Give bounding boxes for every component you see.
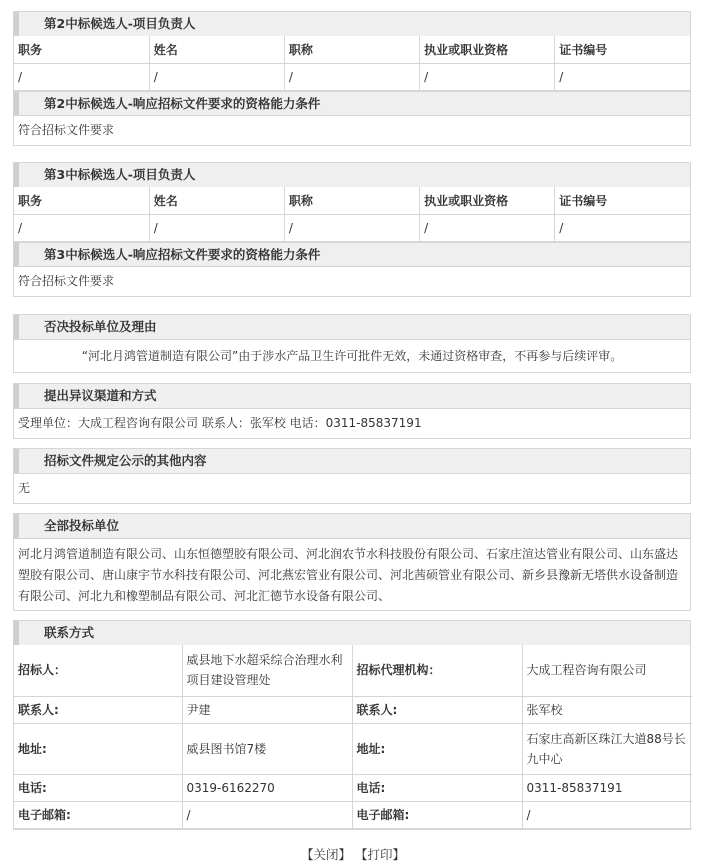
- contact-label-email: 电子邮箱:: [14, 801, 182, 828]
- col-header-position: 职务: [14, 187, 149, 214]
- footer-actions: [0, 845, 706, 863]
- rejected-title: 否决投标单位及理由: [14, 315, 690, 339]
- contact-value-person: 尹建: [182, 696, 352, 723]
- contact-label-tenderer: 招标人：: [14, 645, 182, 696]
- contact-section: [13, 620, 691, 830]
- close-button[interactable]: 【关闭】: [300, 847, 351, 862]
- candidate2-leader-title: 第2中标候选人-项目负责人: [14, 12, 690, 36]
- table-cell: /: [284, 63, 419, 90]
- table-cell: /: [555, 214, 690, 241]
- contact-label-agency-address: 地址:: [352, 723, 522, 774]
- other-content-title: 招标文件规定公示的其他内容: [14, 449, 690, 473]
- col-header-name: 姓名: [149, 36, 284, 63]
- contact-value-agency-email: /: [522, 801, 692, 828]
- table-cell: /: [555, 63, 690, 90]
- table-cell: /: [14, 63, 149, 90]
- candidate2-qual-text: 符合招标文件要求: [14, 115, 690, 145]
- other-content-text: 无: [14, 473, 690, 503]
- col-header-name: 姓名: [149, 187, 284, 214]
- print-button[interactable]: 【打印】: [354, 847, 405, 862]
- contact-table: [14, 645, 692, 829]
- rejected-text: “河北月鸿管道制造有限公司”由于涉水产品卫生许可批件无效，未通过资格审查，不再参与后续评审。: [14, 339, 690, 372]
- col-header-certificate: 证书编号: [555, 187, 690, 214]
- contact-value-agency-address: 石家庄高新区珠江大道88号长九中心: [522, 723, 692, 774]
- all-bidders-title: 全部投标单位: [14, 514, 690, 538]
- contact-value-tenderer: 威县地下水超采综合治理水利项目建设管理处: [182, 645, 352, 696]
- table-cell: /: [149, 63, 284, 90]
- contact-value-address: 威县图书馆7楼: [182, 723, 352, 774]
- table-cell: /: [149, 214, 284, 241]
- rejected-section: [13, 314, 691, 373]
- contact-label-agency-phone: 电话:: [352, 774, 522, 801]
- contact-value-agency: 大成工程咨询有限公司: [522, 645, 692, 696]
- col-header-position: 职务: [14, 36, 149, 63]
- contact-label-agency: 招标代理机构：: [352, 645, 522, 696]
- contact-value-email: /: [182, 801, 352, 828]
- candidate3-qual-title: 第3中标候选人-响应招标文件要求的资格能力条件: [14, 242, 690, 266]
- candidate2-qual-title: 第2中标候选人-响应招标文件要求的资格能力条件: [14, 91, 690, 115]
- candidate3-section: [13, 162, 691, 297]
- table-cell: /: [284, 214, 419, 241]
- contact-label-phone: 电话:: [14, 774, 182, 801]
- contact-value-phone: 0319-6162270: [182, 774, 352, 801]
- candidate2-leader-table: [14, 36, 690, 91]
- col-header-qualification: 执业或职业资格: [420, 36, 555, 63]
- all-bidders-section: [13, 513, 691, 611]
- objection-section: [13, 383, 691, 439]
- contact-label-address: 地址:: [14, 723, 182, 774]
- contact-label-person: 联系人:: [14, 696, 182, 723]
- contact-title: 联系方式: [14, 621, 690, 645]
- objection-title: 提出异议渠道和方式: [14, 384, 690, 408]
- other-content-section: [13, 448, 691, 504]
- objection-text: 受理单位：大成工程咨询有限公司 联系人：张军校 电话：0311-85837191: [14, 408, 690, 438]
- table-cell: /: [14, 214, 149, 241]
- table-cell: /: [420, 214, 555, 241]
- col-header-title: 职称: [284, 187, 419, 214]
- all-bidders-text: 河北月鸿管道制造有限公司、山东恒德塑胶有限公司、河北润农节水科技股份有限公司、石家庄渲达管业有限公司、山东盛达塑胶有限公司、唐山康宇节水科技有限公司、河北燕宏管业有限公司、河北茜硕管业有限公司、新乡县豫新无塔供水设备制造有限公司、河北九和橡塑制品有限公司、河北汇德节水设备有限公司、: [14, 538, 690, 610]
- col-header-qualification: 执业或职业资格: [420, 187, 555, 214]
- candidate3-leader-table: [14, 187, 690, 242]
- contact-label-agency-email: 电子邮箱:: [352, 801, 522, 828]
- table-cell: /: [420, 63, 555, 90]
- candidate3-leader-title: 第3中标候选人-项目负责人: [14, 163, 690, 187]
- candidate2-section: [13, 11, 691, 146]
- contact-label-agency-person: 联系人:: [352, 696, 522, 723]
- col-header-certificate: 证书编号: [555, 36, 690, 63]
- contact-value-agency-person: 张军校: [522, 696, 692, 723]
- candidate3-qual-text: 符合招标文件要求: [14, 266, 690, 296]
- col-header-title: 职称: [284, 36, 419, 63]
- contact-value-agency-phone: 0311-85837191: [522, 774, 692, 801]
